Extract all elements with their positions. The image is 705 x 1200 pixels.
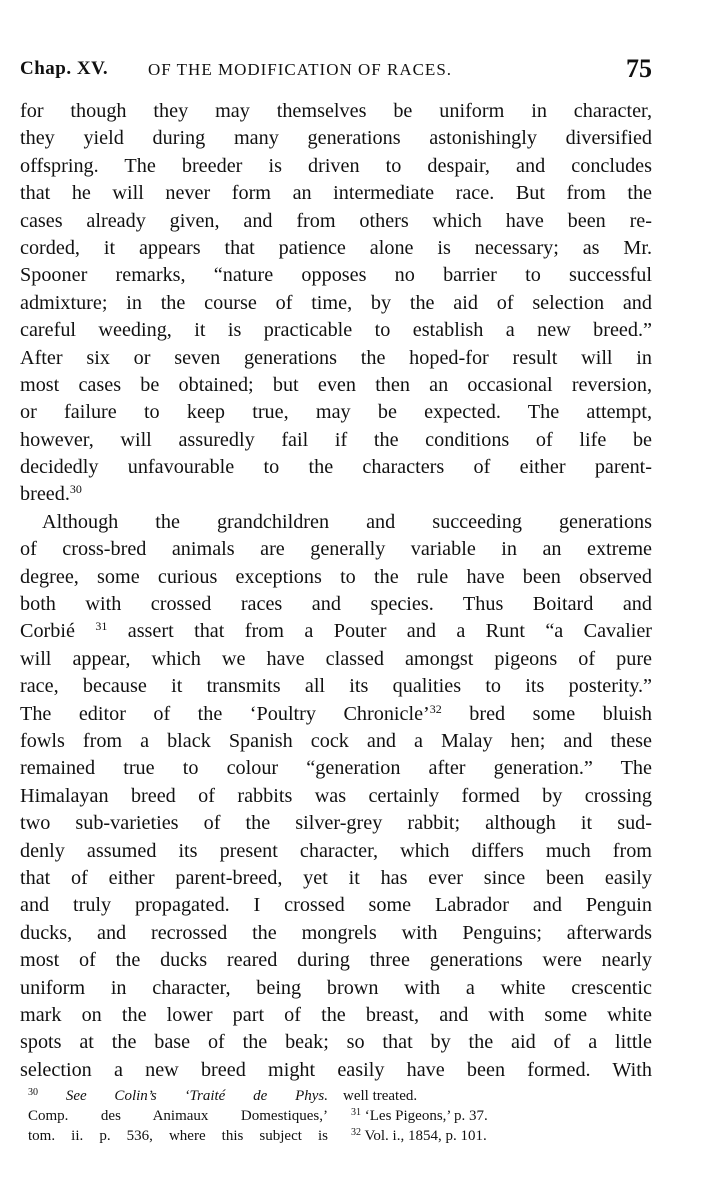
text-line: remained true to colour “generation after generation.” The — [20, 757, 652, 780]
text-line — [20, 701, 652, 728]
footnote-column-left — [28, 1086, 328, 1146]
text-line: that he will never form an intermediate race. But from the — [20, 182, 652, 205]
text-line: most of the ducks reared during three generations were nearly — [20, 949, 652, 972]
text-line: will appear, which we have classed amongst pigeons of pure — [20, 647, 652, 670]
text-line: for though they may themselves be uniform in character, — [20, 100, 652, 122]
text-line: however, will assuredly fail if the conditions of life be — [20, 428, 652, 451]
text-fragment: The editor of the ‘Poultry Chronicle’ — [20, 702, 430, 725]
text-line: Spooner remarks, “nature opposes no barrier to successful — [20, 264, 652, 287]
footnote-31 — [343, 1106, 643, 1126]
text-line: selection a new breed might easily have been formed. With — [20, 1058, 652, 1081]
text-line: Himalayan breed of rabbits was certainly formed by crossing — [20, 784, 652, 807]
text-line: degree, some curious exceptions to the rule have been observed — [20, 565, 652, 588]
main-text — [20, 98, 652, 1084]
footnote-text: tom. ii. p. 536, where this subject is — [28, 1128, 328, 1144]
text-line: of cross-bred animals are generally variable in an extreme — [20, 538, 652, 561]
text-fragment: bred some bluish — [469, 702, 652, 725]
chapter-label: Chap. XV. — [20, 58, 109, 79]
text-line: and truly propagated. I crossed some Labrador and Penguin — [20, 894, 652, 917]
text-fragment: breed. — [20, 483, 70, 506]
footnote-text: Vol. i., 1854, p. 101. — [364, 1128, 487, 1144]
text-line: decidedly unfavourable to the characters of either parent- — [20, 456, 652, 479]
text-line: that of either parent-breed, yet it has ever since been easily — [20, 866, 652, 889]
footnote-mark-30: 30 — [28, 1087, 38, 1098]
text-line: admixture; in the course of time, by the aid of selection and — [20, 291, 652, 314]
text-line: ducks, and recrossed the mongrels with Penguins; afterwards — [20, 921, 652, 944]
text-line: Although the grandchildren and succeeding generations — [42, 510, 652, 533]
text-line: they yield during many generations astonishingly diversified — [20, 127, 652, 150]
footnote-32 — [343, 1126, 643, 1146]
footnote-text: ‘Les Pigeons,’ p. 37. — [364, 1108, 488, 1124]
text-line: or failure to keep true, may be expected. The attempt, — [20, 401, 652, 424]
footnote-text: Comp. des Animaux Domestiques,’ — [28, 1108, 328, 1124]
text-line — [20, 481, 652, 508]
text-line: most cases be obtained; but even then an occasional reversion, — [20, 373, 652, 396]
footnote-mark-31: 31 — [351, 1107, 361, 1118]
text-line: After six or seven generations the hoped-for result will in — [20, 346, 652, 369]
text-fragment: assert that from a Pouter and a Runt “a Cavalier — [127, 620, 652, 643]
text-line: fowls from a black Spanish cock and a Malay hen; and these — [20, 729, 652, 752]
text-line: careful weeding, it is practicable to establish a new breed.” — [20, 319, 652, 342]
text-line: uniform in character, being brown with a white crescentic — [20, 976, 652, 999]
text-line: two sub-varieties of the silver-grey rabbit; although it sud- — [20, 812, 652, 835]
footnote-mark-32: 32 — [351, 1127, 361, 1138]
text-fragment: Corbié — [20, 620, 75, 643]
running-header — [20, 52, 660, 88]
footnote-30 — [28, 1086, 328, 1106]
footnote-text: See Colin’s ‘Traité de Phys. — [65, 1088, 328, 1104]
running-title: OF THE MODIFICATION OF RACES. — [148, 60, 453, 79]
footnote-ref-32: 32 — [429, 701, 442, 716]
text-line: cases already given, and from others which have been re- — [20, 209, 652, 232]
text-line: denly assumed its present character, which differs much from — [20, 839, 652, 862]
footnote-column-right — [343, 1086, 643, 1146]
page-number: 75 — [626, 54, 652, 83]
footnote-ref-30: 30 — [69, 482, 82, 497]
text-line: both with crossed races and species. Thus Boitard and — [20, 593, 652, 616]
text-line: corded, it appears that patience alone is necessary; as Mr. — [20, 236, 652, 259]
text-line: race, because it transmits all its qualities to its posterity.” — [20, 675, 652, 698]
text-line: spots at the base of the beak; so that by the aid of a little — [20, 1031, 652, 1054]
footnote-30-continued: well treated. — [343, 1088, 418, 1104]
footnote-ref-31: 31 — [95, 619, 108, 634]
text-line: offspring. The breeder is driven to despair, and concludes — [20, 154, 652, 177]
text-line — [20, 618, 652, 645]
text-line: mark on the lower part of the breast, and with some white — [20, 1003, 652, 1026]
footnotes — [28, 1086, 658, 1166]
